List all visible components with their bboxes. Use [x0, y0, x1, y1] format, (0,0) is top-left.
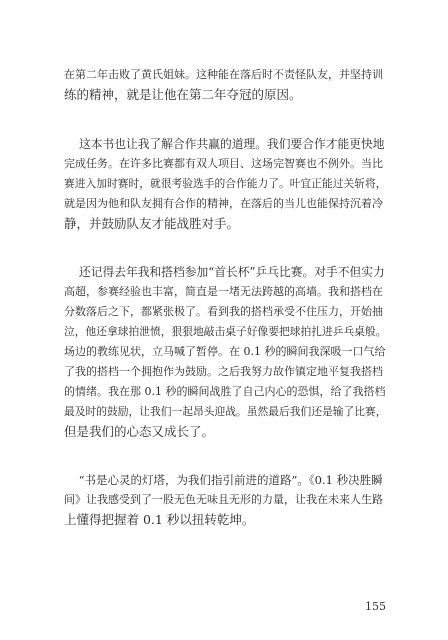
text-line: “书是心灵的灯塔，为我们指引前进的道路”。《0.1 秒决胜瞬 [64, 473, 383, 487]
text-line: 就是因为他和队友拥有合作的精神，在落后的当儿也能保持沉着冷 [64, 197, 383, 210]
text-line: 完成任务。在许多比赛都有双人项目、这场完智赛也不例外。当比 [64, 157, 383, 170]
text-line: 最及时的鼓励，让我们一起昂头迎战。虽然最后我们还是输了比赛， [64, 405, 387, 418]
text-line: 赛进入加时赛时，就很考验选手的合作能力了。叶宜正能过关斩将， [64, 177, 387, 190]
page-number: 155 [365, 600, 386, 613]
text-line: 还记得去年我和搭档参加“首长杯”乒乓比赛。对手不但实力 [64, 265, 385, 279]
text-line: 这本书也让我了解合作共赢的道理。我们要合作才能更快地 [64, 137, 385, 151]
text-line: 练的精神，就是让他在第二年夺冠的原因。 [64, 87, 302, 102]
text-line: 泣，他还拿球拍泄愤，狠狠地敲击桌子好像要把球拍扎进乒乓桌般。 [64, 325, 387, 338]
text-line: 间》让我感受到了一股无色无味且无形的力量，让我在未来人生路 [64, 493, 383, 506]
text-line: 静，并鼓励队友才能战胜对手。 [64, 216, 240, 231]
text-line: 的情绪。我在那 0.1 秒的瞬间战胜了自己内心的恐惧，给了我搭档 [64, 385, 386, 398]
text-line: 分数落后之下，都紧张极了。看到我的搭档承受不住压力，开始抽 [64, 305, 383, 318]
text-line: 但是我们的心态又成长了。 [64, 424, 215, 439]
text-line: 上懂得把握着 0.1 秒以扭转乾坤。 [64, 512, 255, 527]
text-line: 了我的搭档一个拥抱作为鼓励。之后我努力故作镇定地平复我搭档 [64, 365, 383, 378]
text-line: 场边的教练见状，立马喊了暂停。在 0.1 秒的瞬间我深吸一口气给 [64, 345, 386, 358]
text-line: 高超，参赛经验也丰富，简直是一堵无法跨越的高墙。我和搭档在 [64, 285, 383, 298]
text-line: 在第二年击败了黄氏姐妹。这种能在落后时不责怪队友，并坚持训 [64, 68, 383, 81]
